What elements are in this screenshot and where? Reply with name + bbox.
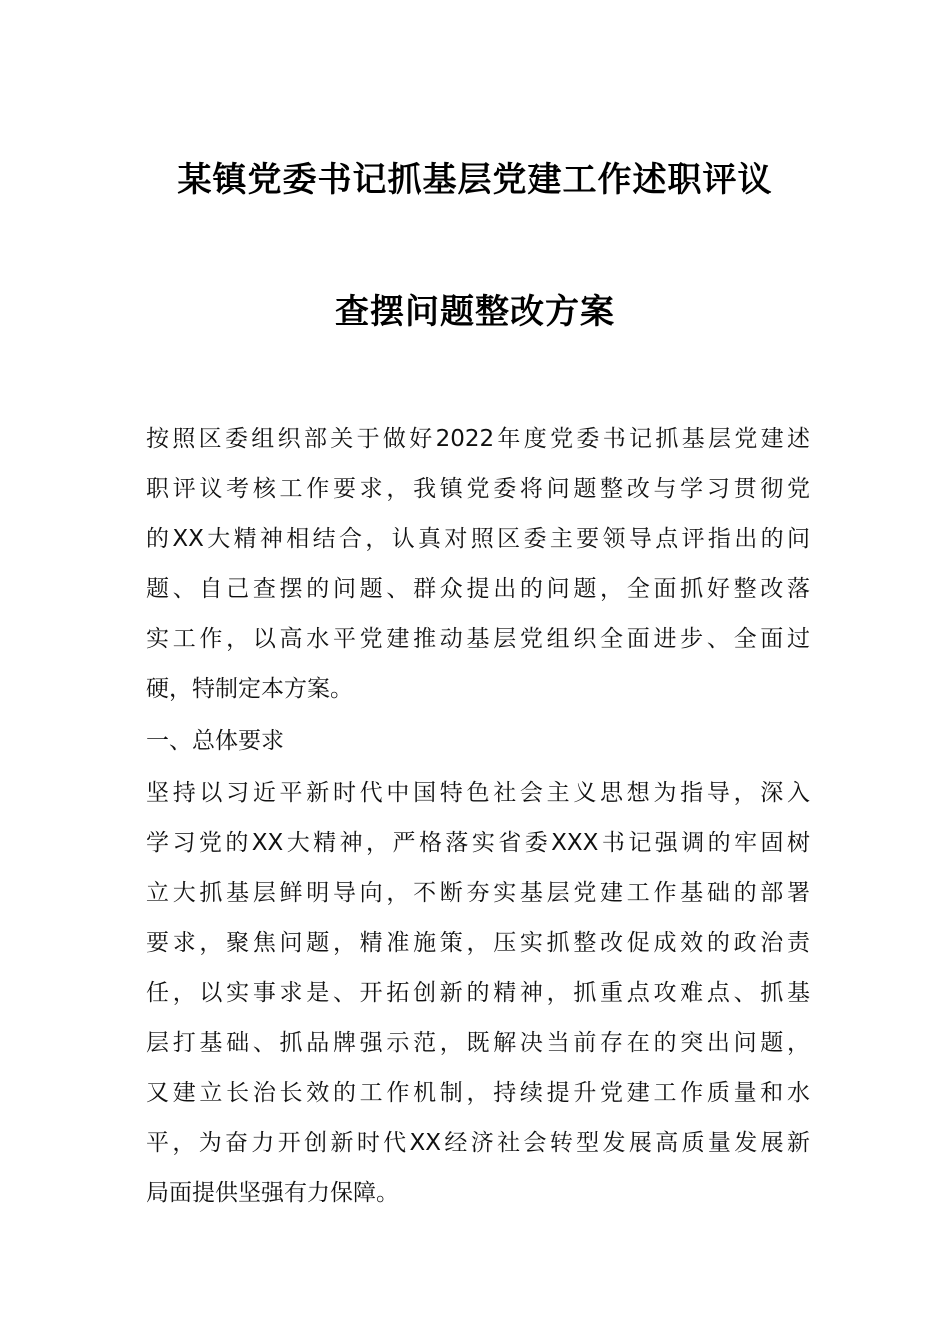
paragraph-2-line: 学习党的XX大精神，严格落实省委XXX书记强调的牢固树 — [146, 830, 810, 856]
paragraph-1-line: 实工作，以高水平党建推动基层党组织全面进步、全面过 — [146, 626, 810, 652]
paragraph-2-line: 任，以实事求是、开拓创新的精神，抓重点攻难点、抓基 — [146, 980, 810, 1006]
section-heading-1: 一、总体要求 — [146, 728, 284, 754]
paragraph-2-line: 层打基础、抓品牌强示范，既解决当前存在的突出问题， — [146, 1030, 810, 1056]
paragraph-1-line: 职评议考核工作要求，我镇党委将问题整改与学习贯彻党 — [146, 476, 810, 502]
paragraph-2-line: 要求，聚焦问题，精准施策，压实抓整改促成效的政治责 — [146, 930, 810, 956]
paragraph-2-line: 立大抓基层鲜明导向，不断夯实基层党建工作基础的部署 — [146, 880, 810, 906]
document-title-line-2: 查摆问题整改方案 — [335, 292, 615, 332]
paragraph-2-line: 坚持以习近平新时代中国特色社会主义思想为指导，深入 — [146, 780, 810, 806]
paragraph-1-line: 的XX大精神相结合，认真对照区委主要领导点评指出的问 — [146, 526, 810, 552]
paragraph-1-line: 硬，特制定本方案。 — [146, 676, 353, 702]
document-title-line-1: 某镇党委书记抓基层党建工作述职评议 — [177, 160, 773, 200]
paragraph-1-line: 题、自己查摆的问题、群众提出的问题，全面抓好整改落 — [146, 576, 810, 602]
paragraph-1-line: 按照区委组织部关于做好2022年度党委书记抓基层党建述 — [146, 426, 810, 452]
paragraph-2-line: 局面提供坚强有力保障。 — [146, 1180, 399, 1206]
paragraph-2-line: 又建立长治长效的工作机制，持续提升党建工作质量和水 — [146, 1080, 810, 1106]
paragraph-2-line: 平，为奋力开创新时代XX经济社会转型发展高质量发展新 — [146, 1130, 810, 1156]
